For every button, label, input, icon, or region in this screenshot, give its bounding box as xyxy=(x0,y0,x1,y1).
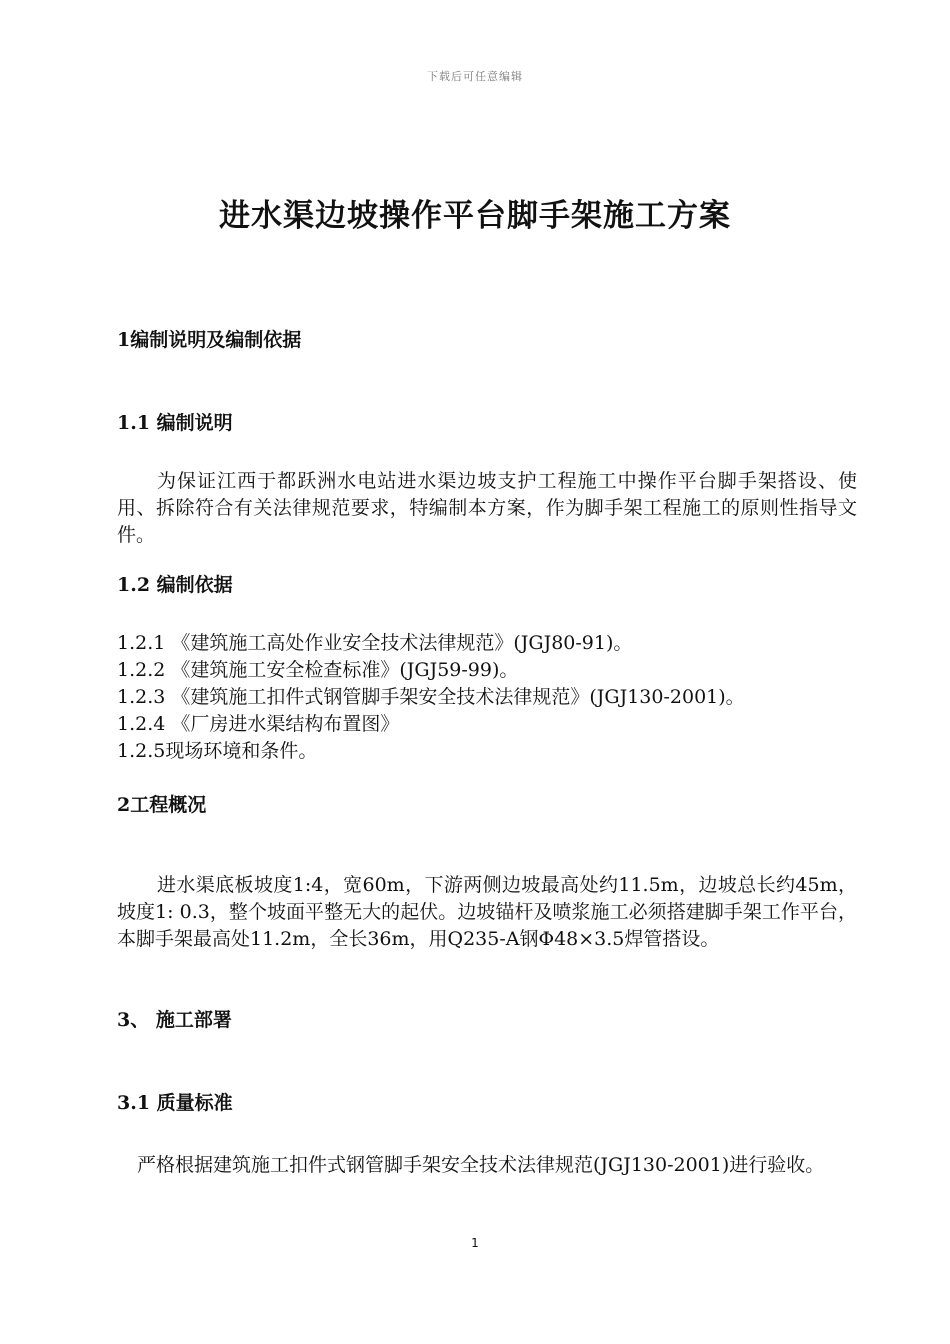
section-2-paragraph: 进水渠底板坡度1:4，宽60m，下游两侧边坡最高处约11.5m，边坡总长约45m，坡度1: 0.3，整个坡面平整无大的起伏。边坡锚杆及喷浆施工必须搭建脚手架工作平台，本脚手架最高处11.2m，全长36m，用Q235-A钢Φ48×3.5焊管搭设。 xyxy=(117,874,857,950)
page-number: 1 xyxy=(471,1236,479,1250)
section-3-1-heading: 3.1 质量标准 xyxy=(117,1092,233,1114)
page-header-note: 下载后可任意编辑 xyxy=(427,70,523,83)
section-1-heading: 1编制说明及编制依据 xyxy=(117,329,302,351)
section-1-1-paragraph: 为保证江西于都跃洲水电站进水渠边坡支护工程施工中操作平台脚手架搭设、使用、拆除符合有关法律规范要求，特编制本方案，作为脚手架工程施工的原则性指导文件。 xyxy=(117,470,857,546)
reference-item: 1.2.1 《建筑施工高处作业安全技术法律规范》(JGJ80-91)。 xyxy=(117,632,633,654)
reference-item: 1.2.5现场环境和条件。 xyxy=(117,740,318,762)
document-title: 进水渠边坡操作平台脚手架施工方案 xyxy=(219,198,731,234)
reference-item: 1.2.4 《厂房进水渠结构布置图》 xyxy=(117,713,400,735)
section-1-2-heading: 1.2 编制依据 xyxy=(117,574,233,596)
reference-list xyxy=(117,630,745,765)
section-3-heading: 3、 施工部署 xyxy=(117,1009,232,1031)
section-2-heading: 2工程概况 xyxy=(117,794,207,816)
section-1-1-heading: 1.1 编制说明 xyxy=(117,412,233,434)
reference-item: 1.2.2 《建筑施工安全检查标准》(JGJ59-99)。 xyxy=(117,659,519,681)
reference-item: 1.2.3 《建筑施工扣件式钢管脚手架安全技术法律规范》(JGJ130-2001)。 xyxy=(117,686,745,708)
section-3-1-paragraph: 严格根据建筑施工扣件式钢管脚手架安全技术法律规范(JGJ130-2001)进行验收。 xyxy=(137,1154,825,1176)
